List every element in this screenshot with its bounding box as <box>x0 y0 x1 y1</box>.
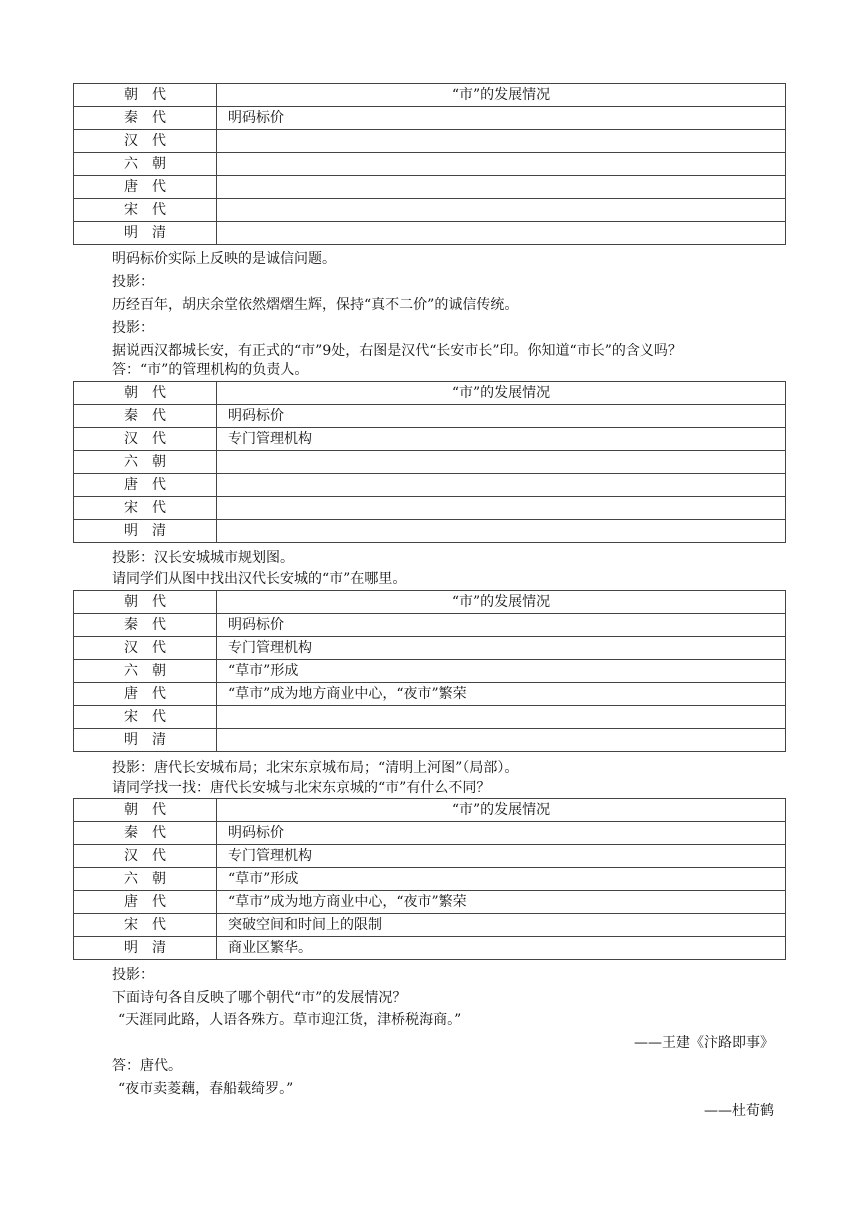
paragraph: 请同学找一找：唐代长安城与北宋东京城的“市”有什么不同？ <box>112 780 491 796</box>
table-row <box>74 130 786 153</box>
table-row <box>74 199 786 222</box>
development-cell: 明码标价 <box>217 405 786 428</box>
dynasty-cell: 六 朝 <box>74 153 217 176</box>
table-row <box>74 153 786 176</box>
paragraph: 投影：唐代长安城布局；北宋东京城布局；“清明上河图”（局部）。 <box>112 760 519 776</box>
development-cell <box>217 520 786 543</box>
development-cell <box>217 706 786 729</box>
table-row <box>74 176 786 199</box>
dynasty-cell: 明 清 <box>74 937 217 960</box>
paragraph: 下面诗句各自反映了哪个朝代“市”的发展情况？ <box>112 990 407 1006</box>
paragraph: 明码标价实际上反映的是诚信问题。 <box>112 251 336 267</box>
header-development: “市”的发展情况 <box>217 84 786 107</box>
paragraph: 答：“市”的管理机构的负责人。 <box>112 362 309 378</box>
table-header-row <box>74 591 786 614</box>
table-row <box>74 891 786 914</box>
header-development: “市”的发展情况 <box>217 382 786 405</box>
poem-quote: “天涯同此路，人语各殊方。草市迎江货，津桥税海商。” <box>118 1012 462 1028</box>
dynasty-cell: 汉 代 <box>74 845 217 868</box>
table-row <box>74 497 786 520</box>
header-dynasty: 朝 代 <box>74 591 217 614</box>
development-cell <box>217 474 786 497</box>
development-cell: “草市”成为地方商业中心，“夜市”繁荣 <box>217 683 786 706</box>
table-row <box>74 520 786 543</box>
development-cell <box>217 729 786 752</box>
dynasty-cell: 秦 代 <box>74 822 217 845</box>
dynasty-cell: 宋 代 <box>74 199 217 222</box>
development-cell: 商业区繁华。 <box>217 937 786 960</box>
table-row <box>74 729 786 752</box>
dynasty-cell: 秦 代 <box>74 405 217 428</box>
table-row <box>74 222 786 245</box>
development-cell: 明码标价 <box>217 614 786 637</box>
development-cell: 突破空间和时间上的限制 <box>217 914 786 937</box>
paragraph: 据说西汉都城长安，有正式的“市”9处，右图是汉代“长安市长”印。你知道“市长”的含义吗？ <box>112 343 682 359</box>
dynasty-cell: 汉 代 <box>74 130 217 153</box>
dynasty-cell: 秦 代 <box>74 614 217 637</box>
dynasty-cell: 六 朝 <box>74 451 217 474</box>
development-cell <box>217 176 786 199</box>
paragraph: 历经百年，胡庆余堂依然熠熠生辉，保持“真不二价”的诚信传统。 <box>112 297 519 313</box>
development-cell: 明码标价 <box>217 822 786 845</box>
header-dynasty: 朝 代 <box>74 799 217 822</box>
paragraph: 投影： <box>112 967 154 983</box>
dynasty-cell: 明 清 <box>74 729 217 752</box>
development-cell: “草市”形成 <box>217 660 786 683</box>
dynasty-cell: 唐 代 <box>74 891 217 914</box>
dynasty-cell: 唐 代 <box>74 176 217 199</box>
table-row <box>74 683 786 706</box>
dynasty-table-2 <box>73 381 786 543</box>
development-cell <box>217 497 786 520</box>
dynasty-table-3 <box>73 590 786 752</box>
table-row <box>74 660 786 683</box>
table-row <box>74 845 786 868</box>
header-dynasty: 朝 代 <box>74 84 217 107</box>
paragraph: 请同学们从图中找出汉代长安城的“市”在哪里。 <box>112 571 407 587</box>
dynasty-cell: 唐 代 <box>74 474 217 497</box>
development-cell: “草市”成为地方商业中心，“夜市”繁荣 <box>217 891 786 914</box>
table-header-row <box>74 84 786 107</box>
paragraph: 答：唐代。 <box>112 1058 182 1074</box>
table-row <box>74 637 786 660</box>
development-cell <box>217 199 786 222</box>
development-cell: 专门管理机构 <box>217 845 786 868</box>
development-cell: “草市”形成 <box>217 868 786 891</box>
table-row <box>74 822 786 845</box>
dynasty-cell: 秦 代 <box>74 107 217 130</box>
header-development: “市”的发展情况 <box>217 799 786 822</box>
dynasty-cell: 宋 代 <box>74 706 217 729</box>
header-dynasty: 朝 代 <box>74 382 217 405</box>
dynasty-cell: 唐 代 <box>74 683 217 706</box>
dynasty-cell: 汉 代 <box>74 637 217 660</box>
table-row <box>74 405 786 428</box>
development-cell: 专门管理机构 <box>217 428 786 451</box>
paragraph: 投影： <box>112 320 154 336</box>
table-row <box>74 937 786 960</box>
dynasty-cell: 汉 代 <box>74 428 217 451</box>
development-cell <box>217 153 786 176</box>
table-row <box>74 107 786 130</box>
table-row <box>74 428 786 451</box>
poem-attribution: ——王建《汴路即事》 <box>634 1035 774 1051</box>
paragraph: 投影：汉长安城城市规划图。 <box>112 550 294 566</box>
table-row <box>74 914 786 937</box>
dynasty-cell: 宋 代 <box>74 497 217 520</box>
dynasty-table-1 <box>73 83 786 245</box>
header-development: “市”的发展情况 <box>217 591 786 614</box>
development-cell <box>217 130 786 153</box>
development-cell <box>217 451 786 474</box>
dynasty-cell: 宋 代 <box>74 914 217 937</box>
development-cell <box>217 222 786 245</box>
table-row <box>74 474 786 497</box>
table-row <box>74 706 786 729</box>
table-row <box>74 614 786 637</box>
table-header-row <box>74 799 786 822</box>
table-header-row <box>74 382 786 405</box>
dynasty-cell: 六 朝 <box>74 868 217 891</box>
development-cell: 专门管理机构 <box>217 637 786 660</box>
development-cell: 明码标价 <box>217 107 786 130</box>
table-row <box>74 868 786 891</box>
dynasty-table-4 <box>73 798 786 960</box>
dynasty-cell: 明 清 <box>74 222 217 245</box>
paragraph: 投影： <box>112 274 154 290</box>
dynasty-cell: 六 朝 <box>74 660 217 683</box>
poem-attribution: ——杜荀鹤 <box>704 1103 774 1119</box>
poem-quote: “夜市卖菱藕，春船载绮罗。” <box>118 1081 294 1097</box>
dynasty-cell: 明 清 <box>74 520 217 543</box>
table-row <box>74 451 786 474</box>
